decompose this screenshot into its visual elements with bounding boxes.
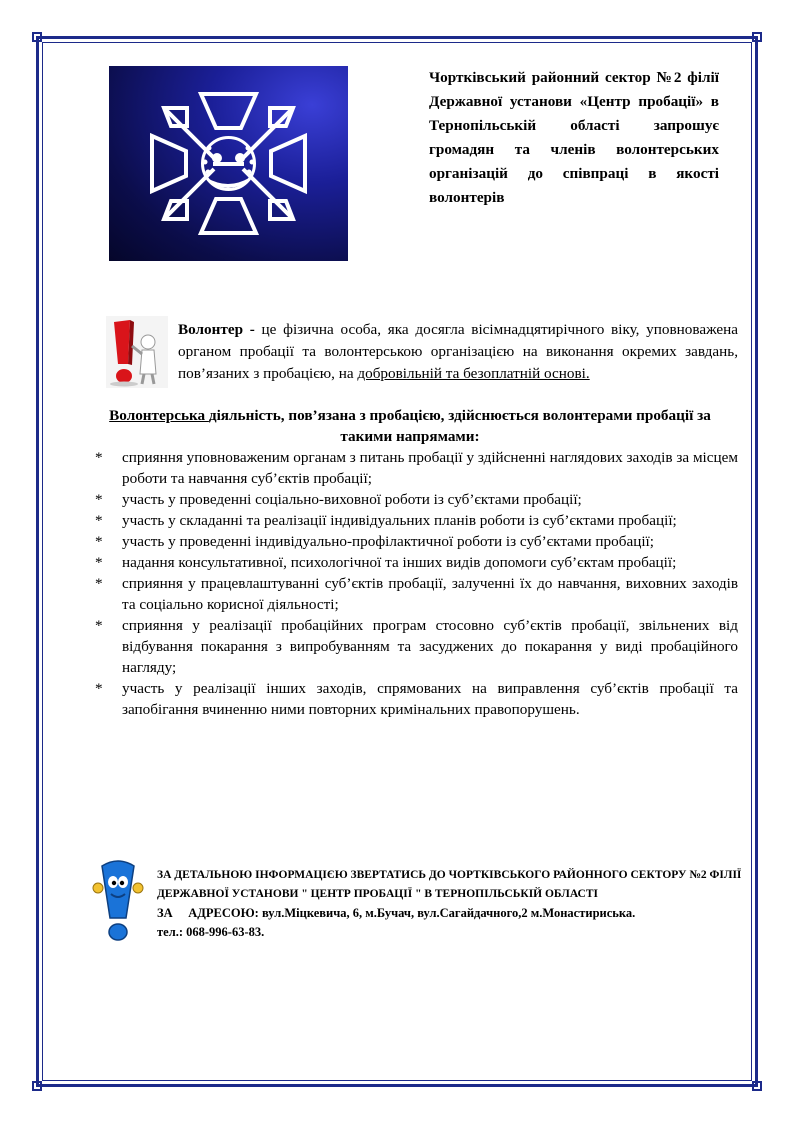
list-item xyxy=(94,531,738,552)
list-item xyxy=(94,573,738,615)
list-item-text: участь у складанні та реалізації індивідуальних планів роботи із суб’єктами пробації; xyxy=(122,512,677,529)
directions-subheading xyxy=(100,405,720,447)
invitation-heading: Чортківський районний сектор №2 філії Державної установи «Центр пробації» в Тернопільській області запрошує громадян та членів волонтерських організацій до співпраці в якості волонтерів xyxy=(429,69,719,206)
subheading-underlined: Волонтерська xyxy=(109,407,209,424)
list-item xyxy=(94,510,738,531)
contact-line-2: ЗА АДРЕСОЮ: вул.Міцкевича, 6, м.Бучач, вул.Сагайдачного,2 м.Монастириська. xyxy=(157,906,636,920)
bullet-marker: * xyxy=(95,533,103,550)
list-item-text: сприяння уповноваженим органам з питань пробації у здійсненні наглядових заходів за місцем роботи та навчання суб’єктів пробації; xyxy=(122,449,738,487)
corner-ornament-icon xyxy=(750,1079,764,1093)
list-item xyxy=(94,447,738,489)
contact-info xyxy=(157,866,742,942)
contact-line-1: ЗА ДЕТАЛЬНОЮ ІНФОРМАЦІЄЮ ЗВЕРТАТИСЬ ДО ЧОРТКІВСЬКОГО РАЙОННОГО СЕКТОРУ №2 ФІЛІЇ ДЕРЖАВНОЇ УСТАНОВИ " ЦЕНТР ПРОБАЦІЇ " В ТЕРНОПІЛЬСЬКІЙ ОБЛАСТІ xyxy=(157,869,742,900)
list-item-text: сприяння у реалізації пробаційних програм стосовно суб’єктів пробації, звільнених від відбування покарання з випробуванням та засуджених до покарання у виді пробаційного нагляду; xyxy=(122,617,738,676)
directions-list xyxy=(94,447,738,720)
bullet-marker: * xyxy=(95,512,103,529)
bullet-marker: * xyxy=(95,554,103,571)
list-item-text: участь у реалізації інших заходів, спрямованих на виправлення суб’єктів пробації та запобігання вчиненню ними повторних кримінальних правопорушень. xyxy=(122,680,738,718)
bullet-marker: * xyxy=(95,491,103,508)
list-item-text: участь у проведенні соціально-виховної роботи із суб’єктами пробації; xyxy=(122,491,582,508)
corner-ornament-icon xyxy=(750,30,764,44)
bullet-marker: * xyxy=(95,680,103,697)
probation-emblem-logo xyxy=(109,66,348,261)
definition-underlined: добровільній та безоплатній основі. xyxy=(357,365,590,382)
bullet-marker: * xyxy=(95,617,103,634)
contact-phone: тел.: 068-996-63-83. xyxy=(157,925,265,939)
bullet-marker: * xyxy=(95,575,103,592)
list-item xyxy=(94,552,738,573)
list-item xyxy=(94,678,738,720)
list-item-text: надання консультативної, психологічної та інших видів допомоги суб’єктам пробації; xyxy=(122,554,677,571)
list-item xyxy=(94,489,738,510)
corner-ornament-icon xyxy=(30,30,44,44)
corner-ornament-icon xyxy=(30,1079,44,1093)
definition-term: Волонтер - xyxy=(178,321,255,338)
volunteer-definition xyxy=(178,319,738,385)
exclamation-figure-icon xyxy=(104,316,170,388)
definition-text: це фізична особа, яка досягла вісімнадцятирічного віку, уповноважена органом пробації та волонтерською організацією на виконання окремих завдань, пов’язаних з пробацією, на xyxy=(178,321,739,382)
list-item-text: участь у проведенні індивідуально-профілактичної роботи із суб’єктами пробації; xyxy=(122,533,654,550)
list-item-text: сприяння у працевлаштуванні суб’єктів пробації, залученні їх до навчання, виховних заходів та соціально корисної діяльності; xyxy=(122,575,738,613)
exclamation-mascot-icon xyxy=(92,858,144,944)
list-item xyxy=(94,615,738,678)
subheading-text: діяльність, пов’язана з пробацією, здійснюється волонтерами пробації за такими напрямами: xyxy=(208,407,711,445)
bullet-marker: * xyxy=(95,449,103,466)
